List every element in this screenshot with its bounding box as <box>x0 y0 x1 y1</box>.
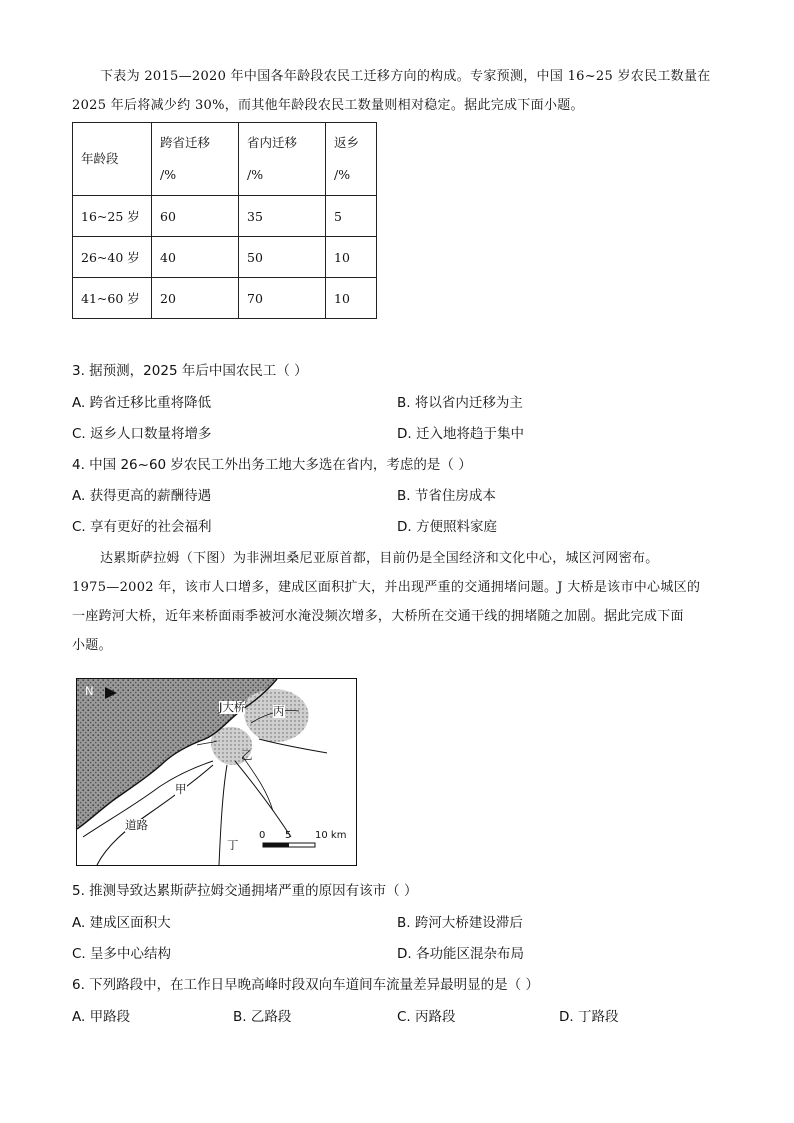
question-5-option-b[interactable]: B. 跨河大桥建设滞后 <box>397 915 523 931</box>
table-header-cell: 返乡 /% <box>326 123 377 196</box>
intro-2-line-2: 1975—2002 年，该市人口增多，建成区面积扩大，并出现严重的交通拥堵问题。J 大桥是该市中心城区的 <box>72 580 701 595</box>
jia-label: 甲 <box>175 782 187 796</box>
question-6-option-b[interactable]: B. 乙路段 <box>233 1009 292 1025</box>
table-row <box>73 196 377 237</box>
question-6-option-d[interactable]: D. 丁路段 <box>559 1009 619 1025</box>
intro-2-line-3: 一座跨河大桥，近年来桥面雨季被河水淹没频次增多，大桥所在交通干线的拥堵随之加剧。据此完成下面 <box>72 609 684 624</box>
intro-2-line-1: 达累斯萨拉姆（下图）为非洲坦桑尼亚原首都，目前仍是全国经济和文化中心，城区河网密布。 <box>100 551 659 566</box>
question-5-option-a[interactable]: A. 建成区面积大 <box>72 915 171 931</box>
dar-es-salaam-map <box>76 678 357 866</box>
scale-tick-0: 0 <box>259 830 266 841</box>
question-3-option-d[interactable]: D. 迁入地将趋于集中 <box>397 426 524 442</box>
table-cell: 35 <box>239 196 326 237</box>
intro-1-line-1: 下表为 2015—2020 年中国各年龄段农民工迁移方向的构成。专家预测，中国 16~25 岁农民工数量在 <box>100 69 711 84</box>
question-6-option-a[interactable]: A. 甲路段 <box>72 1009 131 1025</box>
ding-label: 丁 <box>227 838 239 852</box>
question-6-stem: 6. 下列路段中，在工作日早晚高峰时段双向车道间车流量差异最明显的是（ ） <box>72 977 539 993</box>
road-label: 道路 <box>125 818 148 832</box>
question-4-option-a[interactable]: A. 获得更高的薪酬待遇 <box>72 488 212 504</box>
table-cell: 70 <box>239 278 326 319</box>
yi-label: 乙 <box>241 748 253 762</box>
scale-tick-10: 10 km <box>315 830 347 841</box>
intro-2-line-4: 小题。 <box>72 638 112 653</box>
table-cell: 5 <box>326 196 377 237</box>
question-4-option-c[interactable]: C. 享有更好的社会福利 <box>72 519 212 535</box>
table-cell: 60 <box>152 196 239 237</box>
question-3-option-b[interactable]: B. 将以省内迁移为主 <box>397 395 523 411</box>
table-row <box>73 278 377 319</box>
intro-paragraph-2 <box>72 544 722 660</box>
scale-tick-5: 5 <box>285 830 292 841</box>
question-5-stem: 5. 推测导致达累斯萨拉姆交通拥堵严重的原因有该市（ ） <box>72 883 418 899</box>
table-header-cell: 省内迁移 /% <box>239 123 326 196</box>
question-4-option-d[interactable]: D. 方便照料家庭 <box>397 519 497 535</box>
question-3-stem: 3. 据预测，2025 年后中国农民工（ ） <box>72 363 308 379</box>
intro-1-line-2: 2025 年后将减少约 30%，而其他年龄段农民工数量则相对稳定。据此完成下面小题。 <box>72 98 584 113</box>
table-cell: 40 <box>152 237 239 278</box>
migration-table <box>72 122 377 319</box>
intro-paragraph-1 <box>72 62 722 120</box>
north-label: N <box>85 684 94 698</box>
j-bridge-label: J大桥 <box>219 700 246 714</box>
question-3-option-a[interactable]: A. 跨省迁移比重将降低 <box>72 395 212 411</box>
table-cell: 10 <box>326 278 377 319</box>
table-cell: 10 <box>326 237 377 278</box>
question-4-option-b[interactable]: B. 节省住房成本 <box>397 488 496 504</box>
table-cell: 41~60 岁 <box>73 278 152 319</box>
table-header-row <box>73 123 377 196</box>
question-3-option-c[interactable]: C. 返乡人口数量将增多 <box>72 426 212 442</box>
question-5-option-c[interactable]: C. 呈多中心结构 <box>72 946 172 962</box>
table-row <box>73 237 377 278</box>
bing-label: 丙 <box>273 704 285 718</box>
table-cell: 26~40 岁 <box>73 237 152 278</box>
table-cell: 50 <box>239 237 326 278</box>
table-cell: 16~25 岁 <box>73 196 152 237</box>
question-4-stem: 4. 中国 26~60 岁农民工外出务工地大多选在省内，考虑的是（ ） <box>72 457 472 473</box>
question-5-option-d[interactable]: D. 各功能区混杂布局 <box>397 946 524 962</box>
table-cell: 20 <box>152 278 239 319</box>
question-6-option-c[interactable]: C. 丙路段 <box>397 1009 456 1025</box>
table-header-cell: 年龄段 <box>73 123 152 196</box>
table-header-cell: 跨省迁移 /% <box>152 123 239 196</box>
